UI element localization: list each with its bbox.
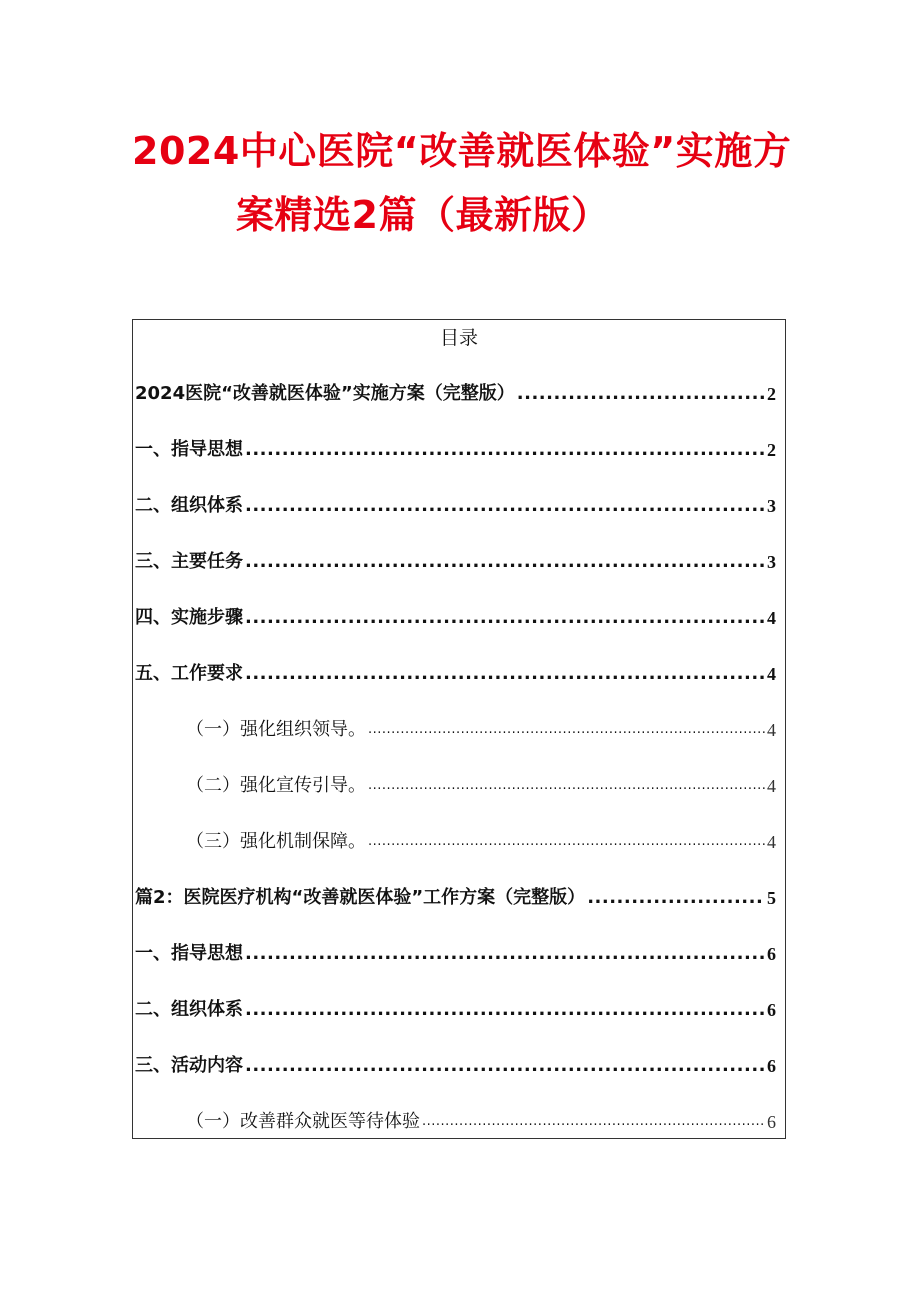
toc-entry[interactable] [135, 942, 776, 966]
toc-entry[interactable] [186, 1110, 776, 1134]
toc-entry-page: 4 [767, 832, 776, 852]
toc-entry[interactable] [135, 438, 776, 462]
toc-entry-page: 4 [767, 776, 776, 796]
toc-entry-label: 五、工作要求 [135, 663, 243, 684]
toc-dot-leader [368, 774, 765, 798]
toc-dot-leader [422, 1110, 765, 1134]
toc-entry[interactable] [135, 1054, 776, 1078]
document-title-line-1: 2024中心医院“改善就医体验”实施方 [132, 129, 792, 173]
toc-entry[interactable] [186, 718, 776, 742]
toc-dot-leader [368, 718, 765, 742]
toc-entry[interactable] [135, 886, 776, 910]
toc-entry-label: 篇2：医院医疗机构“改善就医体验”工作方案（完整版） [135, 887, 586, 908]
toc-dot-leader [245, 438, 765, 462]
toc-entry-label: 三、活动内容 [135, 1055, 243, 1076]
toc-dot-leader [245, 998, 765, 1022]
toc-entry-page: 6 [767, 1056, 776, 1076]
toc-entry[interactable] [135, 550, 776, 574]
toc-entry-label: 一、指导思想 [135, 943, 243, 964]
toc-entry-page: 5 [767, 888, 776, 908]
toc-entry-page: 6 [767, 1112, 776, 1132]
toc-entry-page: 3 [767, 496, 776, 516]
toc-entry-label: 2024医院“改善就医体验”实施方案（完整版） [135, 383, 515, 404]
toc-entry-label: （二）强化宣传引导。 [186, 775, 366, 796]
toc-entry[interactable] [135, 998, 776, 1022]
toc-dot-leader [245, 662, 765, 686]
toc-entry-label: （一）改善群众就医等待体验 [186, 1111, 420, 1132]
toc-entry[interactable] [186, 830, 776, 854]
toc-entry-page: 6 [767, 944, 776, 964]
toc-entry-page: 3 [767, 552, 776, 572]
toc-dot-leader [245, 550, 765, 574]
toc-entry-label: 三、主要任务 [135, 551, 243, 572]
toc-entry[interactable] [135, 382, 776, 406]
toc-entry-page: 4 [767, 608, 776, 628]
toc-entry-page: 4 [767, 720, 776, 740]
toc-dot-leader [368, 830, 765, 854]
toc-entry[interactable] [186, 774, 776, 798]
toc-entry[interactable] [135, 662, 776, 686]
toc-entry-label: （三）强化机制保障。 [186, 831, 366, 852]
toc-entry-label: 一、指导思想 [135, 439, 243, 460]
toc-dot-leader [245, 494, 765, 518]
toc-entry-page: 4 [767, 664, 776, 684]
document-title-line-2: 案精选2篇（最新版） [236, 193, 610, 237]
toc-dot-leader [245, 942, 765, 966]
toc-entry-label: 四、实施步骤 [135, 607, 243, 628]
toc-entry[interactable] [135, 494, 776, 518]
toc-dot-leader [587, 886, 765, 910]
toc-dot-leader [245, 1054, 765, 1078]
toc-entry-page: 6 [767, 1000, 776, 1020]
toc-dot-leader [517, 382, 765, 406]
toc-dot-leader [245, 606, 765, 630]
toc-entry[interactable] [135, 606, 776, 630]
toc-entry-page: 2 [767, 440, 776, 460]
toc-entry-label: 二、组织体系 [135, 999, 243, 1020]
toc-entry-label: （一）强化组织领导。 [186, 719, 366, 740]
toc-entry-page: 2 [767, 384, 776, 404]
toc-entry-label: 二、组织体系 [135, 495, 243, 516]
toc-heading: 目录 [439, 327, 478, 349]
